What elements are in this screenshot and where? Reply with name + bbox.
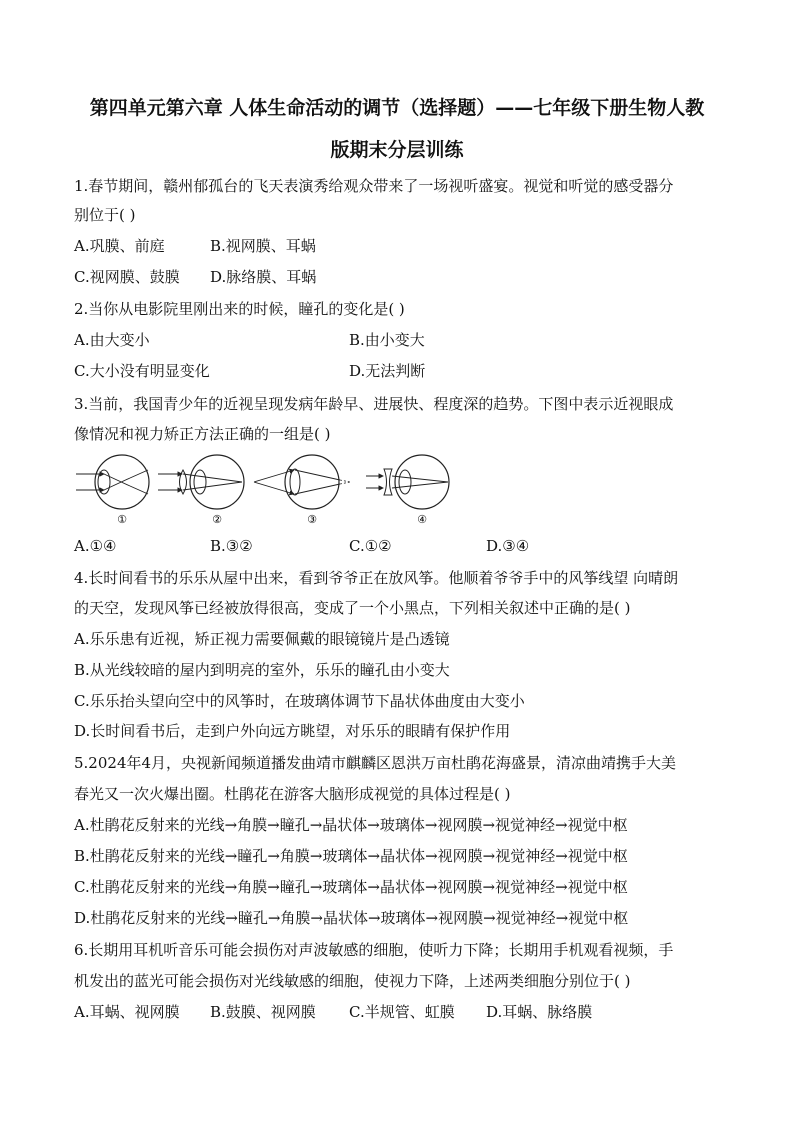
q5-option-b: B.杜鹃花反射来的光线→瞳孔→角膜→玻璃体→晶状体→视网膜→视觉神经→视觉中枢 — [74, 847, 628, 865]
q2-option-d: D.无法判断 — [349, 362, 426, 380]
q3-option-a: A.①④ — [74, 537, 117, 555]
q5-option-a: A.杜鹃花反射来的光线→角膜→瞳孔→晶状体→玻璃体→视网膜→视觉神经→视觉中枢 — [74, 816, 628, 834]
q1-stem-line2: 别位于( ) — [74, 206, 136, 224]
figure-label-1: ① — [117, 513, 127, 526]
q2-option-a: A.由大变小 — [74, 331, 150, 349]
q4-stem-line2: 的天空，发现风筝已经被放得很高，变成了一个小黑点，下列相关叙述中正确的是( ) — [74, 599, 631, 617]
q1-option-a: A.巩膜、前庭 — [74, 237, 165, 255]
eye-diagram-3 — [254, 455, 350, 526]
q4-stem-line1: 4.长时间看书的乐乐从屋中出来，看到爷爷正在放风筝。他顺着爷爷手中的风筝线望 向晴朗 — [74, 569, 679, 587]
q3-stem-line2: 像情况和视力矫正方法正确的一组是( ) — [74, 425, 331, 443]
q4-option-b: B.从光线较暗的屋内到明亮的室外，乐乐的瞳孔由小变大 — [74, 661, 450, 679]
q3-option-c: C.①② — [349, 537, 392, 555]
q6-option-b: B.鼓膜、视网膜 — [210, 1003, 316, 1021]
q5-stem-line2: 春光又一次火爆出圈。杜鹃花在游客大脑形成视觉的具体过程是( ) — [74, 785, 511, 803]
q6-option-c: C.半规管、虹膜 — [349, 1003, 455, 1021]
q6-option-d: D.耳蜗、脉络膜 — [486, 1003, 593, 1021]
q4-option-a: A.乐乐患有近视，矫正视力需要佩戴的眼镜镜片是凸透镜 — [74, 630, 450, 648]
q3-option-b: B.③② — [210, 537, 253, 555]
q2-option-b: B.由小变大 — [349, 331, 425, 349]
q1-stem-line1: 1.春节期间，赣州郁孤台的飞天表演秀给观众带来了一场视听盛宴。视觉和听觉的感受器分 — [74, 177, 674, 195]
document-title-line2: 版期末分层训练 — [330, 139, 464, 161]
figure-label-2: ② — [212, 513, 222, 526]
q5-stem-line1: 5.2024年4月，央视新闻频道播发曲靖市麒麟区恩洪万亩杜鹃花海盛景，清凉曲靖携手大美 — [74, 754, 677, 772]
q1-option-b: B.视网膜、耳蜗 — [210, 237, 316, 255]
eye-diagram-figure — [70, 452, 460, 528]
document-title-line1: 第四单元第六章 人体生命活动的调节（选择题）——七年级下册生物人教 — [89, 97, 705, 119]
q2-option-c: C.大小没有明显变化 — [74, 362, 210, 380]
q6-stem-line2: 机发出的蓝光可能会损伤对光线敏感的细胞，使视力下降，上述两类细胞分别位于( ) — [74, 972, 631, 990]
eye-diagram-2 — [158, 455, 244, 526]
eye-diagram-1 — [76, 455, 149, 526]
q5-option-d: D.杜鹃花反射来的光线→瞳孔→角膜→晶状体→玻璃体→视网膜→视觉神经→视觉中枢 — [74, 909, 629, 927]
q6-option-a: A.耳蜗、视网膜 — [74, 1003, 180, 1021]
q4-option-d: D.长时间看书后，走到户外向远方眺望，对乐乐的眼睛有保护作用 — [74, 722, 511, 740]
q3-stem-line1: 3.当前，我国青少年的近视呈现发病年龄早、进展快、程度深的趋势。下图中表示近视眼成 — [74, 395, 674, 413]
q2-stem: 2.当你从电影院里刚出来的时候，瞳孔的变化是( ) — [74, 300, 405, 318]
q4-option-c: C.乐乐抬头望向空中的风筝时，在玻璃体调节下晶状体曲度由大变小 — [74, 692, 525, 710]
q6-stem-line1: 6.长期用耳机听音乐可能会损伤对声波敏感的细胞，使听力下降；长期用手机观看视频，手 — [74, 941, 674, 959]
figure-label-4: ④ — [417, 513, 427, 526]
eye-diagram-4 — [366, 455, 449, 526]
q1-option-c: C.视网膜、鼓膜 — [74, 268, 180, 286]
figure-label-3: ③ — [307, 513, 317, 526]
q5-option-c: C.杜鹃花反射来的光线→角膜→瞳孔→玻璃体→晶状体→视网膜→视觉神经→视觉中枢 — [74, 878, 628, 896]
q3-option-d: D.③④ — [486, 537, 530, 555]
q1-option-d: D.脉络膜、耳蜗 — [210, 268, 317, 286]
